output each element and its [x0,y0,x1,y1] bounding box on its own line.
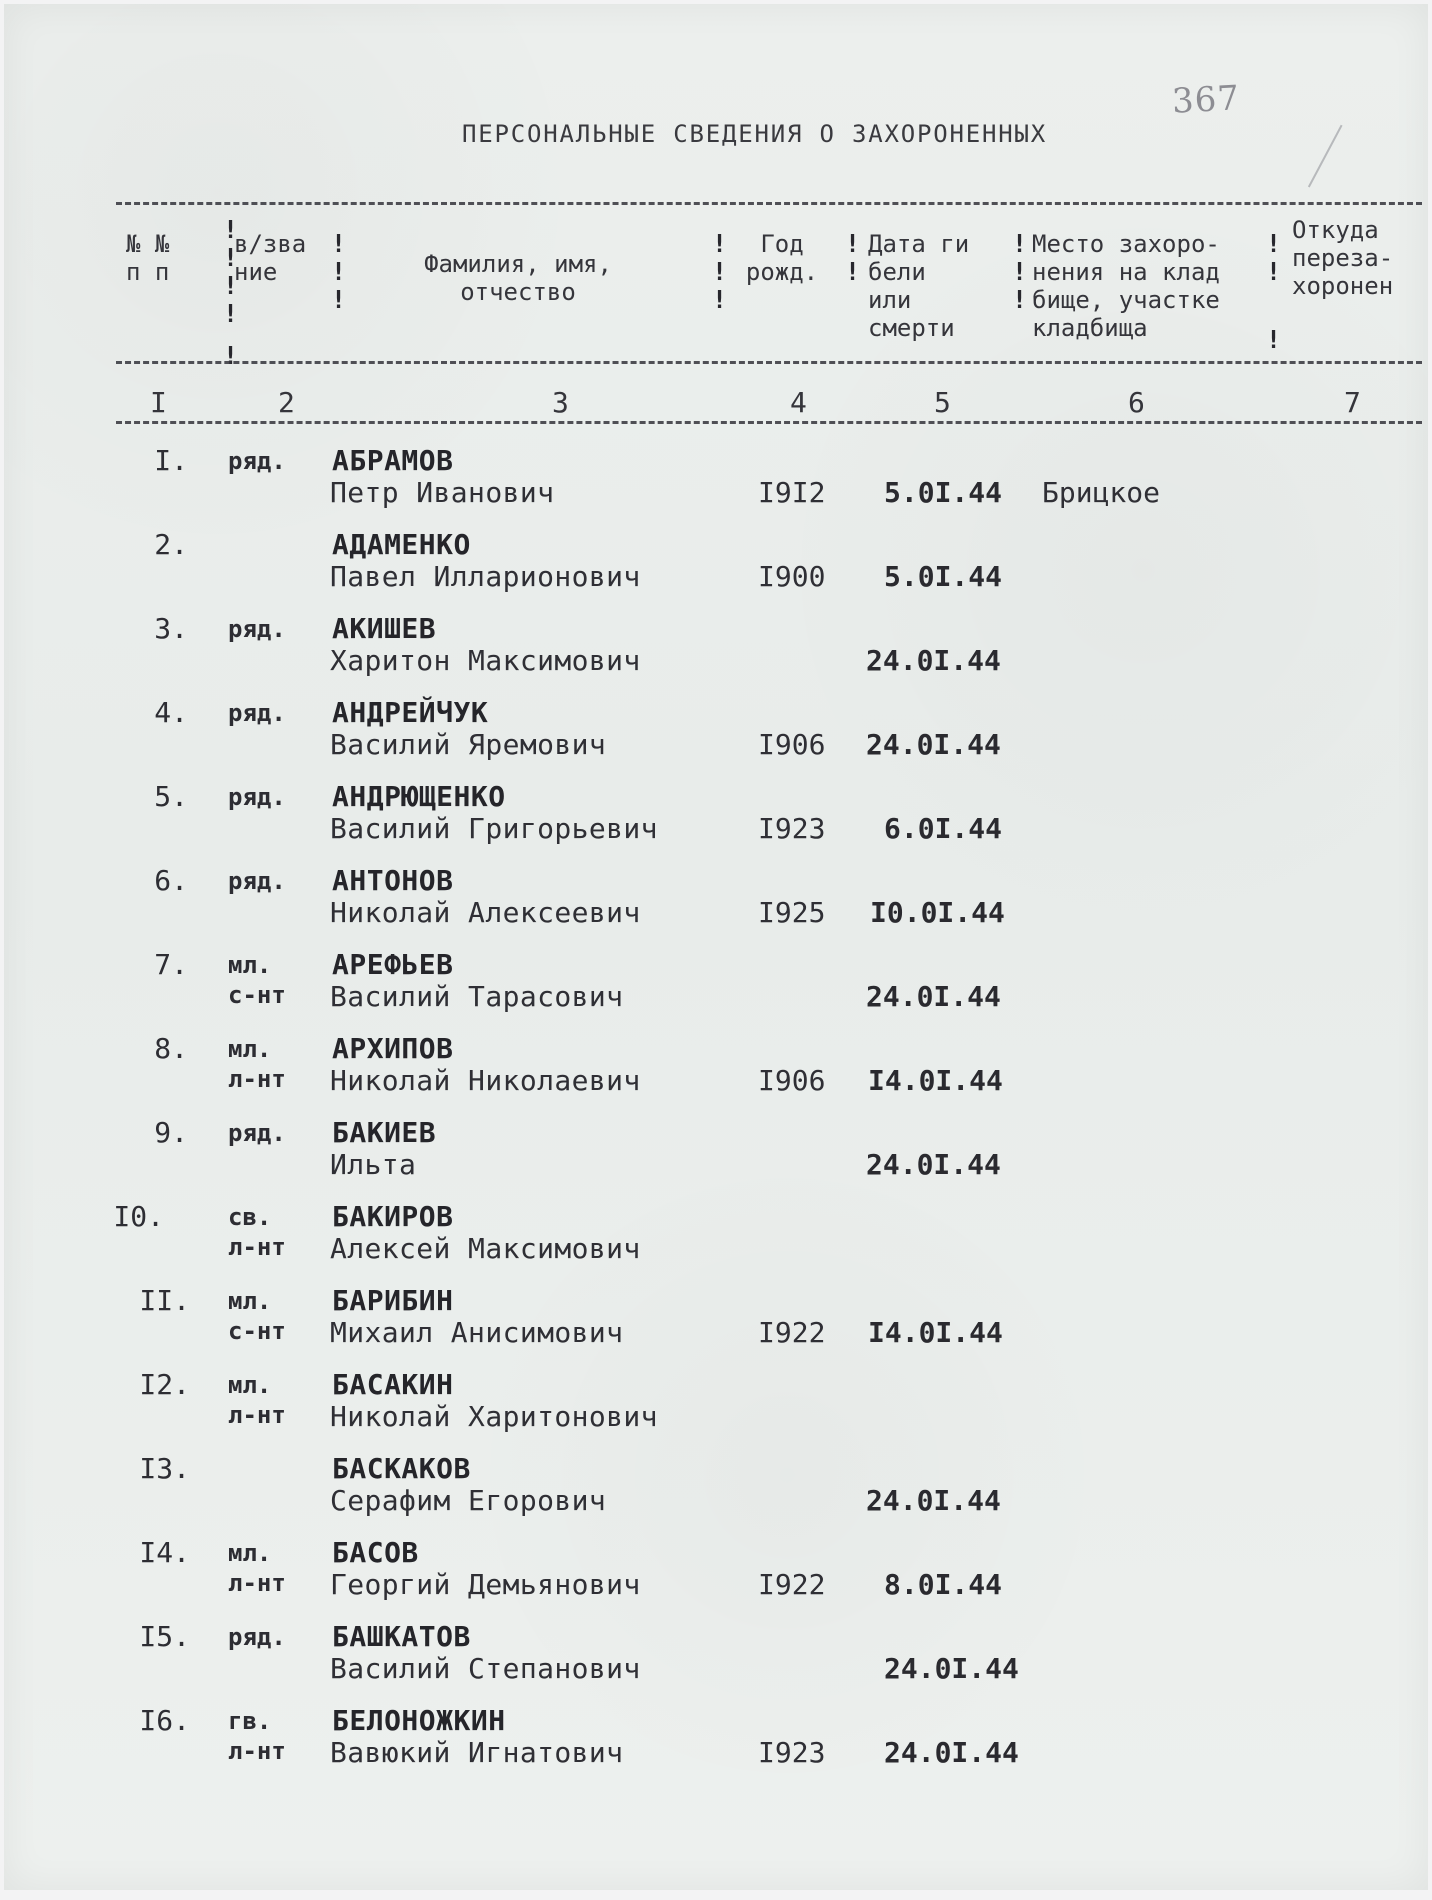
document-page [4,4,1428,1890]
column-number-3: 3 [552,386,569,419]
table-row [4,1284,1432,1364]
row-date: 24.0I.44 [866,728,1001,761]
row-birth-year: I923 [758,1736,826,1769]
row-birth-year: I9I2 [758,476,826,509]
table-body-separator [116,421,1422,424]
column-number-2: 2 [278,386,295,419]
document-title: ПЕРСОНАЛЬНЫЕ СВЕДЕНИЯ О ЗАХОРОНЕННЫХ [462,120,1047,148]
row-surname: АРЕФЬЕВ [332,948,454,981]
row-given-names: Харитон Максимович [330,644,641,677]
header-burial-place: Место захоро- нения на клад бище, участке кладбища [1032,230,1220,342]
header-separator-c: ! ! ! [712,229,728,314]
row-surname: БЕЛОНОЖКИН [332,1704,506,1737]
column-number-separator [116,361,1422,364]
row-date: I4.0I.44 [868,1064,1003,1097]
row-number: 7. [154,948,188,981]
row-number: I6. [139,1704,190,1737]
row-date: 5.0I.44 [884,560,1003,593]
row-number: 4. [154,696,188,729]
row-rank: св. л-нт [228,1203,286,1261]
row-surname: АНДРЮЩЕНКО [332,780,506,813]
row-date: 6.0I.44 [884,812,1003,845]
table-row [4,1116,1432,1196]
row-rank: ряд. [228,615,286,643]
row-birth-year: I922 [758,1568,826,1601]
table-row [4,948,1432,1028]
table-row [4,1200,1432,1280]
row-date: I0.0I.44 [870,896,1005,929]
table-row [4,1368,1432,1448]
table-row [4,1704,1432,1784]
row-birth-year: I925 [758,896,826,929]
row-rank: ряд. [228,783,286,811]
column-number-5: 5 [934,386,951,419]
row-rank: мл. л-нт [228,1371,286,1429]
row-rank: ряд. [228,447,286,475]
row-number: I5. [139,1620,190,1653]
row-birth-year: I923 [758,812,826,845]
header-separator-d: ! ! [845,229,861,286]
row-date: 24.0I.44 [866,644,1001,677]
table-row [4,1452,1432,1532]
header-rank: в/зва ние [234,230,307,286]
row-number: I0. [113,1200,164,1233]
table-row [4,780,1432,860]
pencil-mark [1308,125,1376,206]
row-given-names: Василий Григорьевич [330,812,658,845]
row-number: I2. [139,1368,190,1401]
table-row [4,696,1432,776]
row-surname: АНТОНОВ [332,864,454,897]
row-surname: БАШКАТОВ [332,1620,471,1653]
column-number-7: 7 [1344,386,1361,419]
row-given-names: Алексей Максимович [330,1232,641,1265]
row-birth-year: I906 [758,728,826,761]
row-surname: БАРИБИН [332,1284,454,1317]
header-separator-g: ! [1266,325,1282,354]
row-given-names: Павел Илларионович [330,560,641,593]
row-given-names: Василий Яремович [330,728,607,761]
header-birth-year: Год рожд. [745,230,819,286]
row-surname: АКИШЕВ [332,612,437,645]
row-rank: мл. с-нт [228,951,286,1009]
header-separator-b: ! ! ! [331,229,347,314]
row-number: II. [139,1284,190,1317]
row-number: 8. [154,1032,188,1065]
header-separator-f: ! ! [1266,229,1282,286]
row-number: I4. [139,1536,190,1569]
row-number: I. [154,444,188,477]
row-surname: АРХИПОВ [332,1032,454,1065]
row-given-names: Николай Николаевич [330,1064,641,1097]
column-number-1: I [150,386,167,419]
header-separator-h: ! [223,341,239,370]
row-rank: мл. с-нт [228,1287,286,1345]
row-given-names: Георгий Демьянович [330,1568,641,1601]
header-reburied-from: Откуда переза- хоронен [1292,216,1394,300]
row-surname: БАСКАКОВ [332,1452,471,1485]
row-given-names: Василий Степанович [330,1652,641,1685]
row-date: 24.0I.44 [866,1484,1001,1517]
row-number: I3. [139,1452,190,1485]
row-surname: АНДРЕЙЧУК [332,696,489,729]
row-given-names: Петр Иванович [330,476,555,509]
row-surname: БАСАКИН [332,1368,454,1401]
column-number-4: 4 [790,386,807,419]
row-surname: БАСОВ [332,1536,419,1569]
row-rank: гв. л-нт [228,1707,286,1765]
row-number: 5. [154,780,188,813]
header-separator-a: ! ! ! ! [223,215,239,328]
header-number: № № п п [126,230,170,286]
row-given-names: Николай Харитонович [330,1400,658,1433]
row-number: 6. [154,864,188,897]
row-given-names: Михаил Анисимович [330,1316,624,1349]
table-row [4,1032,1432,1112]
header-full-name: Фамилия, имя, отчество [424,250,612,306]
row-date: 24.0I.44 [884,1736,1019,1769]
table-row [4,612,1432,692]
row-date: 24.0I.44 [884,1652,1019,1685]
row-given-names: Вавюкий Игнатович [330,1736,624,1769]
row-given-names: Ильта [330,1148,417,1181]
table-row [4,528,1432,608]
row-number: 3. [154,612,188,645]
table-row [4,444,1432,524]
row-birth-year: I900 [758,560,826,593]
row-given-names: Серафим Егорович [330,1484,607,1517]
header-separator-e: ! ! ! [1012,229,1028,314]
header-date-of-death: Дата ги бели или смерти [868,230,970,342]
table-top-separator [116,202,1422,205]
table-row [4,1536,1432,1616]
row-place: Брицкое [1042,476,1161,509]
row-rank: ряд. [228,1119,286,1147]
row-birth-year: I906 [758,1064,826,1097]
row-rank: ряд. [228,867,286,895]
row-surname: БАКИРОВ [332,1200,454,1233]
row-rank: мл. л-нт [228,1539,286,1597]
row-date: 8.0I.44 [884,1568,1003,1601]
row-date: 24.0I.44 [866,980,1001,1013]
row-birth-year: I922 [758,1316,826,1349]
row-number: 2. [154,528,188,561]
table-row [4,1620,1432,1700]
row-date: I4.0I.44 [868,1316,1003,1349]
row-given-names: Василий Тарасович [330,980,624,1013]
table-row [4,864,1432,944]
row-date: 24.0I.44 [866,1148,1001,1181]
row-rank: ряд. [228,699,286,727]
row-surname: БАКИЕВ [332,1116,437,1149]
row-number: 9. [154,1116,188,1149]
row-rank: мл. л-нт [228,1035,286,1093]
row-rank: ряд. [228,1623,286,1651]
column-number-6: 6 [1128,386,1145,419]
row-date: 5.0I.44 [884,476,1003,509]
row-surname: АБРАМОВ [332,444,454,477]
row-given-names: Николай Алексеевич [330,896,641,929]
archive-page-number: 367 [1170,78,1241,122]
row-surname: АДАМЕНКО [332,528,471,561]
